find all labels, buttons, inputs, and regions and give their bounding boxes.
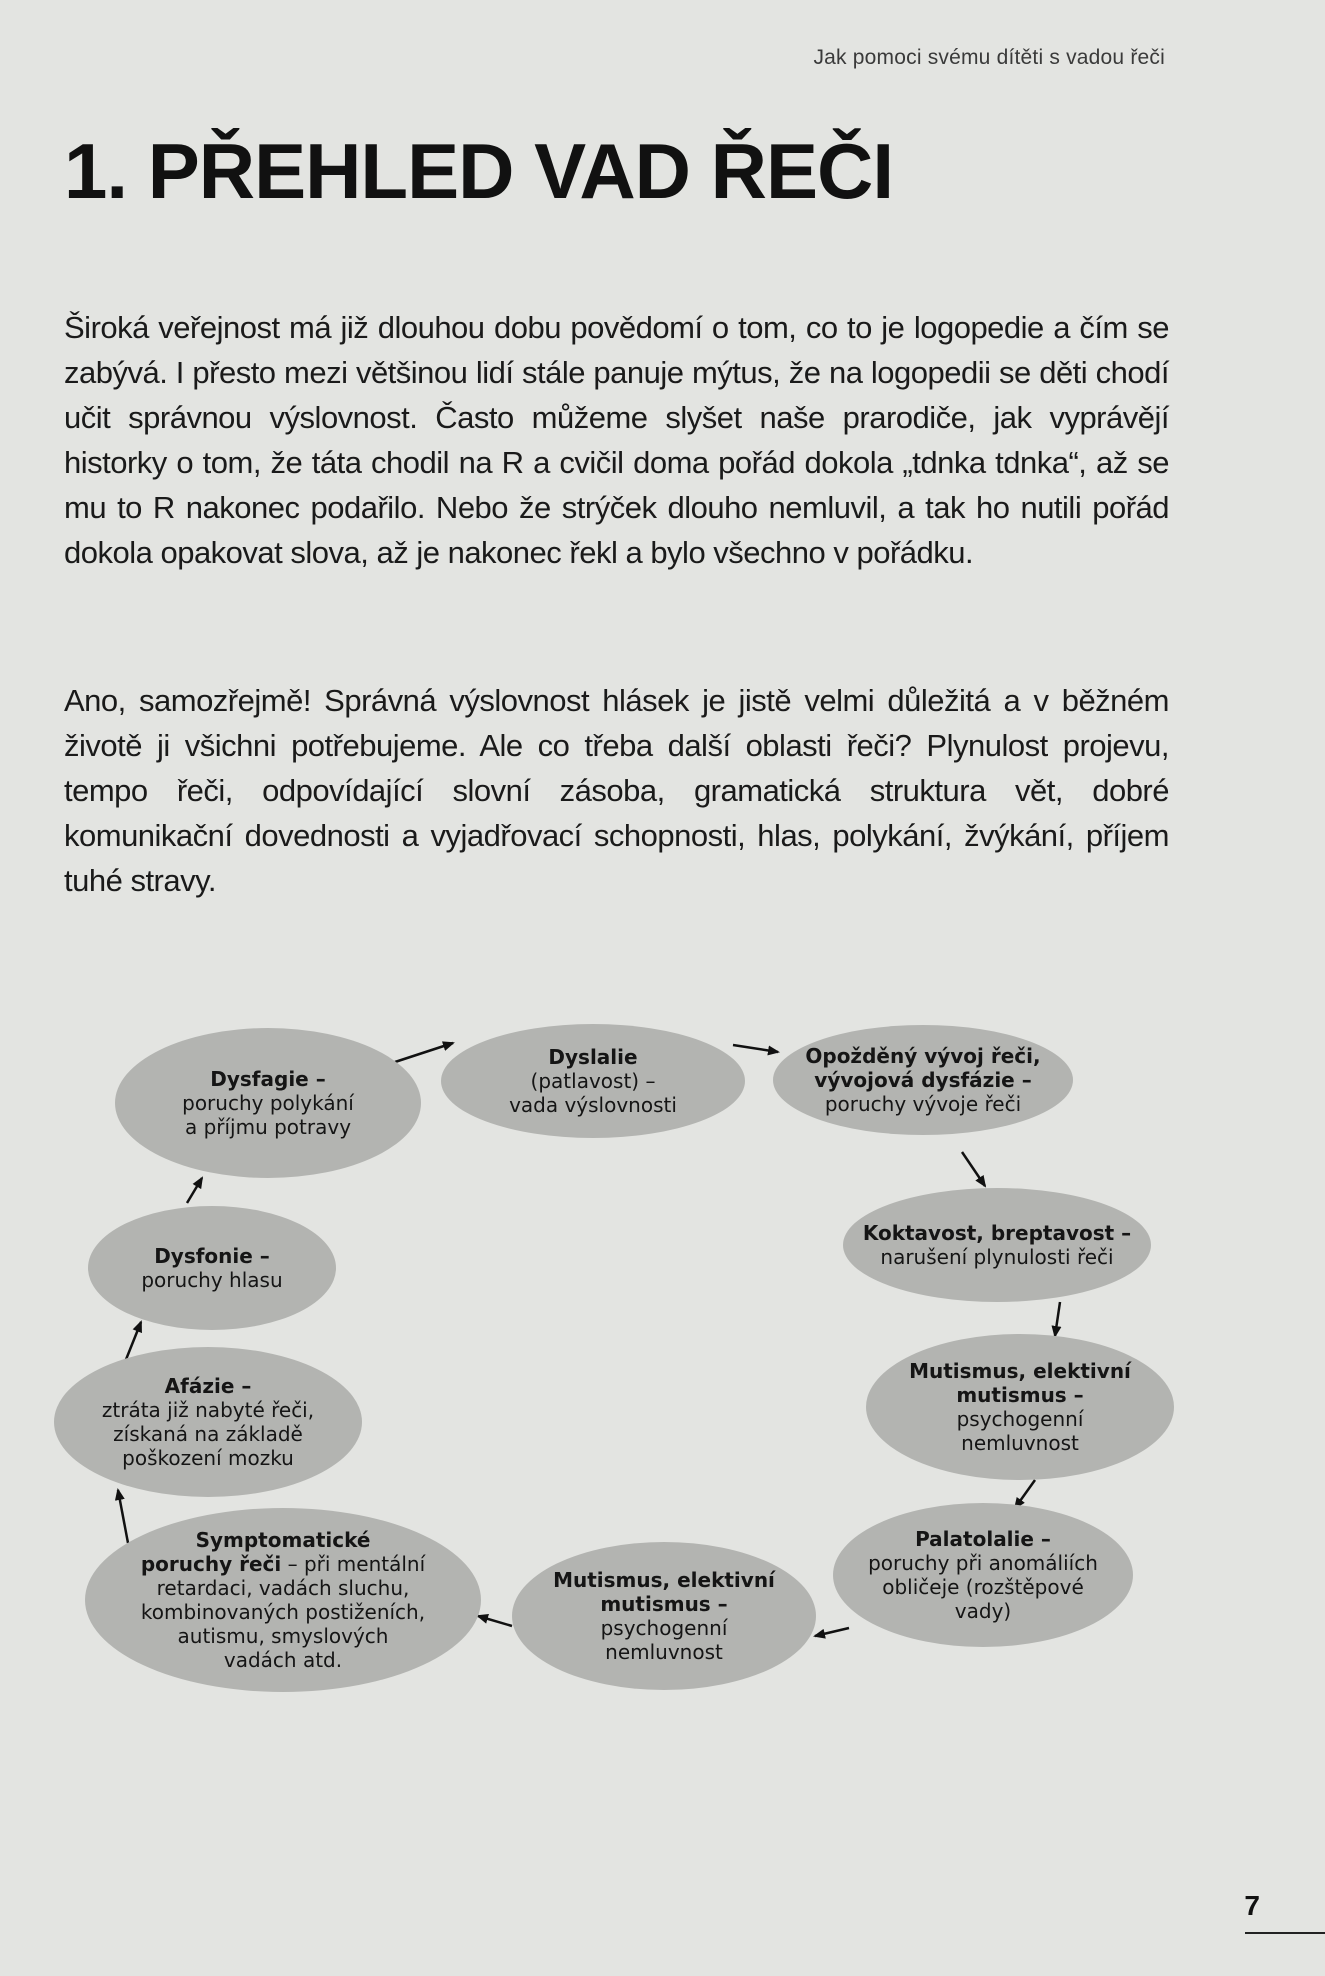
node-label-line: poruchy hlasu [141, 1268, 283, 1292]
node-label-line: poruchy řeči – při mentální [140, 1552, 426, 1576]
flow-arrow-1 [395, 1043, 453, 1062]
flow-arrow-4 [1055, 1302, 1060, 1336]
diagram-node-palatolalie [833, 1503, 1133, 1647]
node-label-line: Palatolalie – [915, 1527, 1051, 1551]
node-label-line: psychogenní [600, 1616, 728, 1640]
diagram-nodes [54, 1024, 1174, 1692]
flow-arrow-7 [478, 1616, 512, 1626]
diagram-node-symptomaticke [85, 1508, 481, 1692]
node-label-line: psychogenní [956, 1407, 1084, 1431]
page-number: 7 [1244, 1890, 1260, 1921]
node-label-line: získaná na základě [113, 1422, 303, 1446]
footer-rule [1245, 1932, 1325, 1934]
diagram-node-mutismus1 [866, 1334, 1174, 1480]
node-label-line: poškození mozku [122, 1446, 294, 1470]
flow-arrow-5 [1015, 1480, 1035, 1508]
node-label-line: mutismus – [956, 1383, 1084, 1407]
node-label-line: poruchy polykání [182, 1091, 354, 1115]
node-label-line: nemluvnost [605, 1640, 723, 1664]
node-label-line: obličeje (rozštěpové [882, 1575, 1084, 1599]
node-label-line: Dyslalie [548, 1045, 638, 1069]
running-header: Jak pomoci svému dítěti s vadou řeči [813, 46, 1165, 69]
node-label-line: Mutismus, elektivní [909, 1359, 1131, 1383]
node-label-line: autismu, smyslových [177, 1624, 389, 1648]
flow-arrow-8 [118, 1490, 128, 1543]
node-label-line: Symptomatické [195, 1528, 371, 1552]
node-label-line: mutismus – [600, 1592, 728, 1616]
diagram-node-opozdeny [773, 1025, 1073, 1135]
node-label-line: Koktavost, breptavost – [862, 1221, 1132, 1245]
diagram-node-afazie [54, 1347, 362, 1497]
node-label-line: retardaci, vadách sluchu, [156, 1576, 410, 1600]
flow-arrow-6 [815, 1628, 849, 1636]
diagram-node-dysfonie [88, 1206, 336, 1330]
node-label-line: narušení plynulosti řeči [880, 1245, 1114, 1269]
chapter-title: 1. PŘEHLED VAD ŘEČI [64, 127, 894, 215]
node-label-line: vývojová dysfázie – [814, 1068, 1032, 1092]
node-label-line: Mutismus, elektivní [553, 1568, 775, 1592]
node-label-line: Opožděný vývoj řeči, [805, 1044, 1041, 1068]
node-label-line: vadách atd. [223, 1648, 343, 1672]
body-paragraph-1: Široká veřejnost má již dlouhou dobu povědomí o tom, co to je logopedie a čím se zabývá. I přesto mezi většinou lidí stále panuje mýtus, že na logopedii se děti chodí učit správnou výslovnost. Často můžeme slyšet naše prarodiče, jak vyprávějí historky o tom, že táta chodil na R a cvičil doma pořád dokola „tdnka tdnka“, až se mu to R nakonec podařilo. Nebo že strýček dlouho nemluvil, a tak ho nutili pořád dokola opakovat slova, až je nakonec řekl a bylo všechno v pořádku. [64, 310, 1169, 570]
flow-arrow-10 [187, 1178, 202, 1203]
flow-arrow-2 [733, 1045, 778, 1052]
diagram-node-dyslalie [441, 1024, 745, 1138]
node-label-line: nemluvnost [961, 1431, 1079, 1455]
node-label-line: poruchy při anomáliích [868, 1551, 1098, 1575]
speech-disorders-diagram [0, 980, 1325, 1720]
node-label-line: Dysfagie – [210, 1067, 326, 1091]
node-label-line: (patlavost) – [530, 1069, 656, 1093]
flow-arrow-3 [962, 1152, 985, 1186]
node-label-line: poruchy vývoje řeči [824, 1092, 1022, 1116]
node-label-line: vady) [954, 1599, 1012, 1623]
node-label-line: Afázie – [164, 1374, 252, 1398]
diagram-node-koktavost [843, 1188, 1151, 1302]
node-label-line: Dysfonie – [154, 1244, 270, 1268]
node-label-line: kombinovaných postiženích, [140, 1600, 426, 1624]
node-label-line: vada výslovnosti [509, 1093, 677, 1117]
node-label-line: ztráta již nabyté řeči, [101, 1398, 315, 1422]
body-paragraph-2: Ano, samozřejmě! Správná výslovnost hlásek je jistě velmi důležitá a v běžném životě ji všichni potřebujeme. Ale co třeba další oblasti řeči? Plynulost projevu, tempo řeči, odpovídající slovní zásoba, gramatická struktura vět, dobré komunikační dovednosti a vyjadřovací schopnosti, hlas, polykání, žvýkání, příjem tuhé stravy. [64, 683, 1169, 898]
node-label-line: a příjmu potravy [184, 1115, 352, 1139]
diagram-node-dysfagie [115, 1028, 421, 1178]
diagram-node-mutismus2 [512, 1542, 816, 1690]
